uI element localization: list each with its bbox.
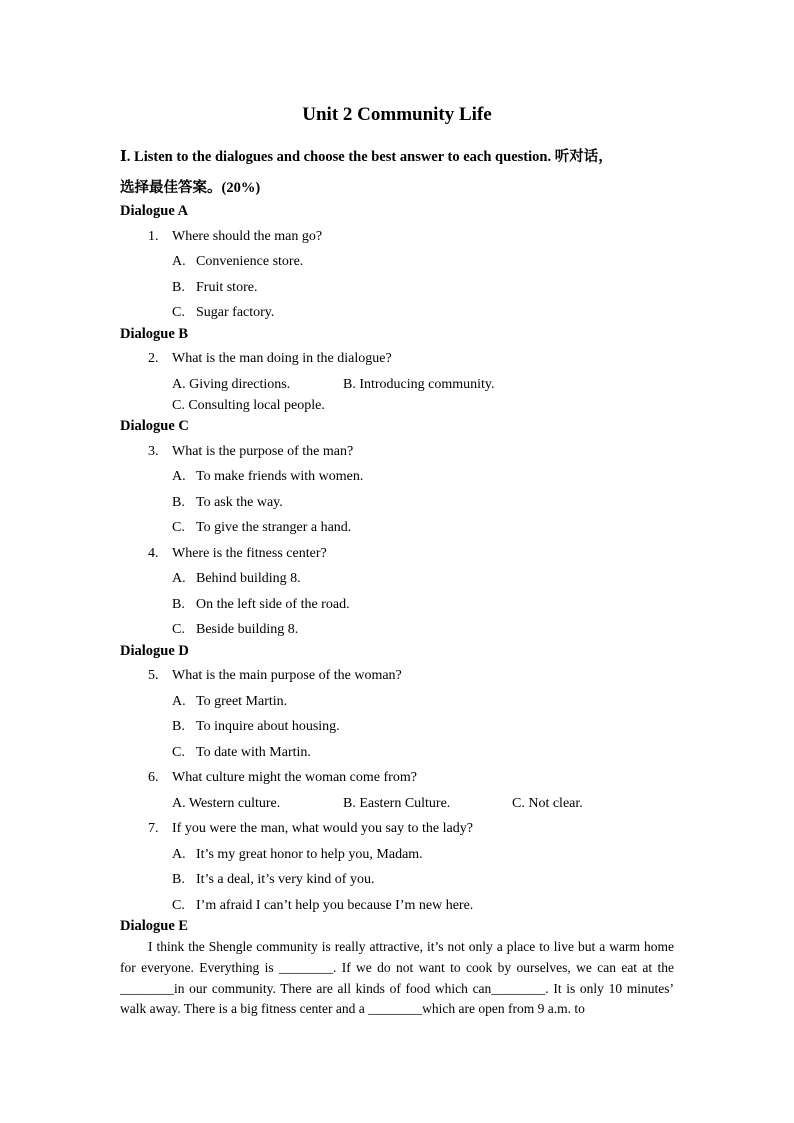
- question-text: Where should the man go?: [172, 229, 323, 244]
- option-b: B. Introducing community.: [343, 377, 495, 392]
- option-c: C. Sugar factory.: [172, 305, 275, 320]
- dialogue-e-heading: Dialogue E: [120, 918, 189, 934]
- option-a: A. Giving directions.: [172, 377, 291, 392]
- section-instruction-line2: 选择最佳答案。(20%): [120, 180, 261, 196]
- question-3: [148, 444, 353, 460]
- question-text: What is the man doing in the dialogue?: [172, 351, 392, 366]
- option-b: B. Eastern Culture.: [343, 796, 451, 811]
- question-number: 3.: [148, 444, 159, 459]
- option-b: B. To inquire about housing.: [172, 719, 340, 734]
- cloze-paragraph: [120, 937, 674, 1020]
- dialogue-d-heading: Dialogue D: [120, 643, 189, 659]
- option-b: B. On the left side of the road.: [172, 597, 350, 612]
- question-number: 2.: [148, 351, 159, 366]
- question-number: 7.: [148, 821, 159, 836]
- question-number: 6.: [148, 770, 159, 785]
- question-number: 5.: [148, 668, 159, 683]
- question-5: [148, 668, 402, 684]
- option-c: C. Beside building 8.: [172, 622, 299, 637]
- dialogue-c-heading: Dialogue C: [120, 418, 189, 434]
- option-b: B. It’s a deal, it’s very kind of you.: [172, 872, 375, 887]
- option-c: C. To date with Martin.: [172, 745, 311, 760]
- option-b: B. Fruit store.: [172, 280, 258, 295]
- paragraph-text: I think the Shengle community is really attractive, it’s not only a place to live but a warm home for everyone. Everything is ________. If we do not want to cook by ourselves, we can eat at the ________in our community. There are all kinds of food which can________. It is only 10 minutes’ walk away. There is a big fitness center and a ________which are open from 9 a.m. to: [120, 939, 674, 1017]
- option-a: A. To make friends with women.: [172, 469, 364, 484]
- question-text: What is the purpose of the man?: [172, 444, 354, 459]
- question-text: What culture might the woman come from?: [172, 770, 417, 785]
- option-a: A. To greet Martin.: [172, 694, 288, 709]
- question-4: [148, 546, 327, 562]
- option-a: A. Behind building 8.: [172, 571, 301, 586]
- question-2: [148, 351, 392, 367]
- option-c: C. Not clear.: [512, 796, 583, 811]
- page-title: Unit 2 Community Life: [302, 104, 492, 125]
- dialogue-a-heading: Dialogue A: [120, 203, 189, 219]
- question-text: What is the main purpose of the woman?: [172, 668, 402, 683]
- option-c: C. I’m afraid I can’t help you because I’m new here.: [172, 898, 474, 913]
- option-a: A. Western culture.: [172, 796, 281, 811]
- option-a: A. It’s my great honor to help you, Madam.: [172, 847, 423, 862]
- question-number: 4.: [148, 546, 159, 561]
- question-7: [148, 821, 473, 837]
- question-text: If you were the man, what would you say to the lady?: [172, 821, 473, 836]
- option-b: B. To ask the way.: [172, 495, 283, 510]
- section-instruction-line1: Ⅰ. Listen to the dialogues and choose the best answer to each question. 听对话，: [120, 149, 613, 165]
- question-number: 1.: [148, 229, 159, 244]
- option-a: A. Convenience store.: [172, 254, 304, 269]
- question-6: [148, 770, 417, 786]
- dialogue-b-heading: Dialogue B: [120, 326, 189, 342]
- question-1: [148, 229, 322, 245]
- question-text: Where is the fitness center?: [172, 546, 327, 561]
- option-c: C. To give the stranger a hand.: [172, 520, 352, 535]
- option-c: C. Consulting local people.: [172, 398, 325, 413]
